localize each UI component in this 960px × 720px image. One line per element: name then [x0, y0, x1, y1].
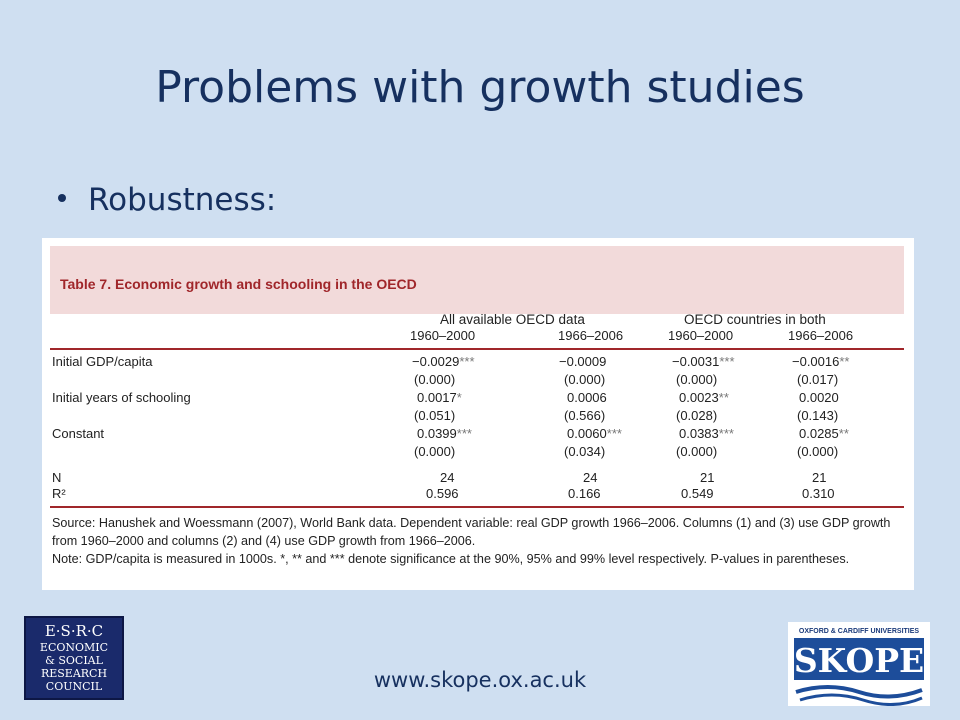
significance-stars: ***	[456, 426, 472, 441]
skope-logo	[788, 622, 930, 706]
coef-value: −0.0029	[412, 354, 460, 369]
coef-value: 0.0060	[567, 426, 607, 441]
row-label: Constant	[52, 426, 105, 441]
table-cell	[412, 354, 475, 369]
footer-url-link[interactable]: www.skope.ox.ac.uk	[373, 668, 587, 692]
table-caption-band	[50, 246, 904, 314]
table-cell	[679, 426, 734, 441]
skope-logo-name: SKOPE	[793, 641, 925, 680]
n-value: 24	[583, 470, 598, 485]
esrc-logo-line: RESEARCH	[40, 667, 108, 680]
significance-stars: *	[456, 390, 462, 405]
slide-title: Problems with growth studies	[155, 62, 805, 113]
n-value: 21	[700, 470, 715, 485]
p-value: (0.000)	[676, 444, 718, 459]
p-value: (0.000)	[676, 372, 718, 387]
esrc-logo-line: & SOCIAL	[45, 654, 103, 667]
table-cell	[679, 390, 729, 405]
coef-value: 0.0383	[679, 426, 719, 441]
group-header-all: All available OECD data	[440, 312, 585, 327]
row-label: Initial years of schooling	[52, 390, 191, 405]
table-caption: Table 7. Economic growth and schooling in the OECD	[60, 276, 417, 292]
r2-value: 0.166	[568, 486, 601, 501]
r2-value: 0.549	[681, 486, 714, 501]
p-value: (0.000)	[797, 444, 839, 459]
table-cell	[417, 390, 462, 405]
table-rule-bottom	[50, 506, 904, 508]
n-value: 24	[440, 470, 455, 485]
significance-stars: ***	[719, 354, 735, 369]
table-cell	[417, 426, 472, 441]
coef-value: 0.0017	[417, 390, 457, 405]
table-cell	[567, 426, 622, 441]
table-cell	[559, 354, 606, 369]
column-header: 1960–2000	[668, 328, 734, 343]
table-rule-top	[50, 348, 904, 350]
coef-value: 0.0020	[799, 390, 839, 405]
p-value: (0.034)	[564, 444, 606, 459]
coef-value: 0.0399	[417, 426, 457, 441]
row-label: Initial GDP/capita	[52, 354, 153, 369]
row-label-n: N	[52, 470, 62, 485]
p-value: (0.000)	[564, 372, 606, 387]
significance-stars: **	[718, 390, 729, 405]
column-header: 1966–2006	[788, 328, 854, 343]
column-header: 1960–2000	[410, 328, 476, 343]
r2-value: 0.596	[426, 486, 459, 501]
coef-value: 0.0023	[679, 390, 719, 405]
esrc-logo-line: E·S·R·C	[44, 622, 104, 640]
table-cell	[792, 354, 849, 369]
regression-table	[42, 238, 914, 590]
p-value: (0.028)	[676, 408, 718, 423]
row-label-r2: R²	[52, 486, 66, 501]
table-cell	[799, 426, 849, 441]
significance-stars: ***	[718, 426, 734, 441]
p-value: (0.566)	[564, 408, 606, 423]
esrc-logo-line: COUNCIL	[45, 680, 103, 693]
coef-value: 0.0006	[567, 390, 607, 405]
esrc-logo-line: ECONOMIC	[39, 641, 109, 654]
coef-value: −0.0009	[559, 354, 607, 369]
p-value: (0.000)	[414, 372, 456, 387]
p-value: (0.000)	[414, 444, 456, 459]
column-header: 1966–2006	[558, 328, 624, 343]
table-cell	[672, 354, 735, 369]
skope-logo-subtitle: OXFORD & CARDIFF UNIVERSITIES	[798, 628, 920, 635]
bullet-dot-icon	[58, 194, 66, 202]
skope-logo-icon	[788, 622, 930, 706]
table-cell	[799, 390, 839, 405]
group-header-both: OECD countries in both	[684, 312, 826, 327]
source-note: Source: Hanushek and Woessmann (2007), World Bank data. Dependent variable: real GDP growth 1966–2006. Columns (1) and (3) use GDP growth from 1960–2000 and columns (2) and (4) use GDP growth from 1966–2006.	[52, 516, 891, 548]
coef-value: −0.0016	[792, 354, 840, 369]
significance-stars: ***	[606, 426, 622, 441]
p-value: (0.017)	[797, 372, 839, 387]
significance-stars: ***	[459, 354, 475, 369]
significance-stars: **	[838, 426, 849, 441]
p-value: (0.051)	[414, 408, 456, 423]
table-notes	[52, 514, 908, 568]
r2-value: 0.310	[802, 486, 835, 501]
bullet-item	[58, 182, 276, 218]
p-value: (0.143)	[797, 408, 839, 423]
coef-value: −0.0031	[672, 354, 720, 369]
bullet-text: Robustness:	[88, 182, 277, 218]
coef-value: 0.0285	[799, 426, 839, 441]
table-cell	[567, 390, 607, 405]
significance-note: Note: GDP/capita is measured in 1000s. *, ** and *** denote significance at the 90%, 95% and 99% level respectively. P-values in parentheses.	[52, 552, 850, 566]
n-value: 21	[812, 470, 827, 485]
significance-stars: **	[839, 354, 850, 369]
